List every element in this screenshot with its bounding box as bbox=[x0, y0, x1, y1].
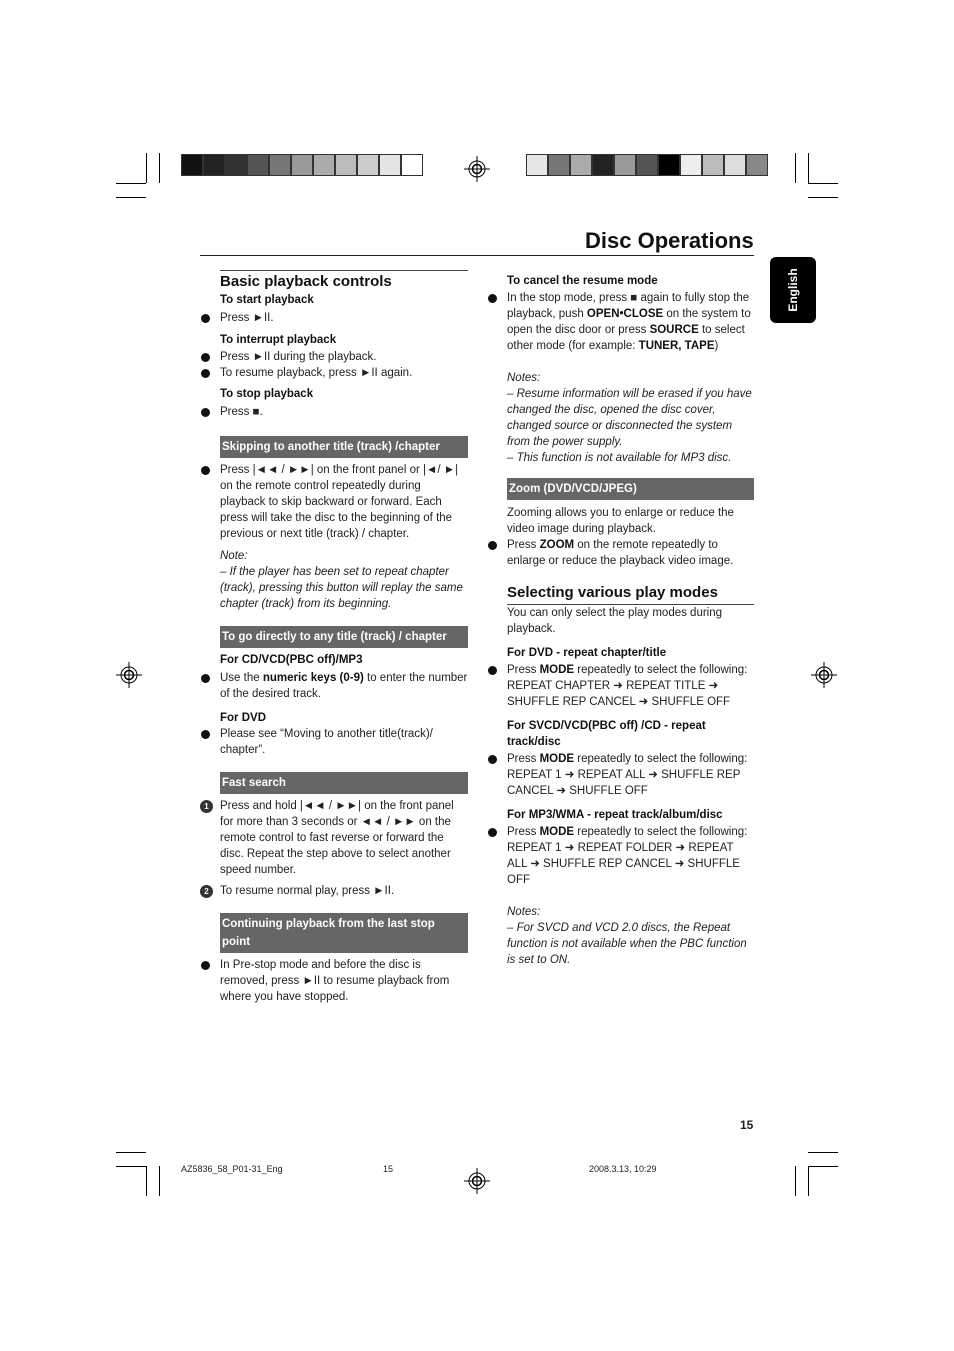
list-item bbox=[507, 824, 754, 888]
text-span: Press bbox=[507, 539, 540, 551]
list-item-text: Press ■. bbox=[220, 406, 263, 418]
step-number-icon: 2 bbox=[200, 885, 213, 898]
list-item bbox=[507, 537, 754, 569]
text-span: Use the bbox=[220, 672, 263, 684]
section-bar-zoom: Zoom (DVD/VCD/JPEG) bbox=[507, 478, 754, 500]
text-span: Press bbox=[507, 753, 540, 765]
section-heading-basic: Basic playback controls bbox=[220, 270, 468, 290]
subheading-stop: To stop playback bbox=[220, 388, 314, 400]
list-item bbox=[220, 365, 468, 381]
crop-mark bbox=[808, 153, 809, 183]
text-span: repeatedly to select the following: REPEAT 1 ➜ REPEAT FOLDER ➜ REPEAT ALL ➜ SHUFFLE REP CANCEL ➜ SHUFFLE OFF bbox=[507, 826, 748, 886]
crop-mark bbox=[808, 1152, 838, 1153]
bullet-icon bbox=[488, 828, 497, 837]
list-item bbox=[220, 670, 468, 702]
crop-mark bbox=[159, 153, 160, 183]
list-item bbox=[507, 290, 754, 354]
color-swatch bbox=[357, 154, 379, 176]
list-item bbox=[507, 751, 754, 799]
note-label: Notes: bbox=[507, 906, 541, 918]
color-swatch bbox=[658, 154, 680, 176]
bullet-icon bbox=[201, 730, 210, 739]
color-swatch bbox=[203, 154, 225, 176]
title-rule bbox=[200, 255, 754, 256]
list-item-text: Press and hold |◄◄ / ►►| on the front panel for more than 3 seconds or ◄◄ / ►► on the remote control to fast reverse or forward the disc. Repeat the step above to select another speed number. bbox=[220, 800, 454, 876]
list-item-text: Press ►II during the playback. bbox=[220, 351, 377, 363]
color-swatch bbox=[724, 154, 746, 176]
key-name: OPEN•CLOSE bbox=[586, 308, 664, 320]
language-tab-label: English bbox=[786, 268, 800, 312]
key-name: numeric keys (0-9) bbox=[262, 672, 364, 684]
crop-mark bbox=[808, 1166, 809, 1196]
subheading-cancel: To cancel the resume mode bbox=[507, 275, 658, 287]
right-column bbox=[507, 273, 754, 968]
key-name: SOURCE bbox=[649, 324, 699, 336]
left-column bbox=[204, 270, 468, 1005]
key-name: MODE bbox=[539, 664, 575, 676]
note-text: – If the player has been set to repeat chapter (track), pressing this button will replay the same chapter (track) from its beginning. bbox=[220, 566, 463, 610]
list-item-text: To resume playback, press ►II again. bbox=[220, 367, 413, 379]
zoom-intro: Zooming allows you to enlarge or reduce the video image during playback. bbox=[507, 507, 734, 535]
section-heading-modes: Selecting various play modes bbox=[507, 585, 754, 605]
crop-mark bbox=[808, 183, 838, 184]
text-span: repeatedly to select the following: REPEAT CHAPTER ➜ REPEAT TITLE ➜ SHUFFLE REP CANCEL ➜ SHUFFLE OFF bbox=[507, 664, 748, 708]
section-bar-direct: To go directly to any title (track) / chapter bbox=[220, 626, 468, 648]
page-title: Disc Operations bbox=[585, 228, 754, 253]
crop-mark bbox=[808, 1166, 838, 1167]
key-name: MODE bbox=[539, 826, 575, 838]
color-swatch bbox=[269, 154, 291, 176]
color-swatch bbox=[614, 154, 636, 176]
color-swatch bbox=[680, 154, 702, 176]
bullet-icon bbox=[201, 408, 210, 417]
footer-date: 2008.3.13, 10:29 bbox=[589, 1164, 657, 1174]
crop-mark bbox=[795, 153, 796, 183]
color-swatch bbox=[291, 154, 313, 176]
footer-file: AZ5836_58_P01-31_Eng bbox=[181, 1164, 283, 1174]
bullet-icon bbox=[201, 961, 210, 970]
section-bar-skip: Skipping to another title (track) /chapter bbox=[220, 436, 468, 458]
bullet-icon bbox=[201, 674, 210, 683]
color-swatch bbox=[335, 154, 357, 176]
section-bar-fast: Fast search bbox=[220, 772, 468, 794]
key-name: ZOOM bbox=[539, 539, 575, 551]
list-item bbox=[220, 462, 468, 542]
crop-mark bbox=[795, 1166, 796, 1196]
bullet-icon bbox=[488, 294, 497, 303]
footer-page: 15 bbox=[383, 1164, 394, 1174]
bullet-icon bbox=[488, 666, 497, 675]
color-swatch bbox=[746, 154, 768, 176]
list-item-text: Press |◄◄ / ►►| on the front panel or |◄/ ►| on the remote control repeatedly during playback to skip backward or forward. Each press will take the disc to the beginning of the previous or next title (track) / chapter. bbox=[220, 464, 459, 540]
list-item bbox=[204, 883, 468, 899]
note-text: – This function is not available for MP3 disc. bbox=[507, 452, 732, 464]
color-swatch bbox=[225, 154, 247, 176]
text-span: to select other mode (for example: bbox=[507, 324, 745, 352]
calibration-bar-left bbox=[181, 154, 423, 176]
text-span: In the stop mode, press ■ again to fully stop the playback, push bbox=[507, 292, 750, 320]
note-text: – For SVCD and VCD 2.0 discs, the Repeat function is not available when the PBC function is set to ON. bbox=[507, 922, 747, 966]
crop-mark bbox=[159, 1166, 160, 1196]
list-item bbox=[220, 349, 468, 365]
color-swatch bbox=[636, 154, 658, 176]
list-item bbox=[220, 957, 468, 1005]
subheading-dvd-modes: For DVD - repeat chapter/title bbox=[507, 647, 667, 659]
text-span: to enter the number of the desired track. bbox=[220, 672, 468, 700]
subheading-start: To start playback bbox=[220, 294, 314, 306]
bullet-icon bbox=[201, 314, 210, 323]
bullet-icon bbox=[201, 353, 210, 362]
key-name: TUNER, TAPE bbox=[638, 340, 715, 352]
list-item-text: To resume normal play, press ►II. bbox=[220, 885, 395, 897]
crop-mark bbox=[116, 1152, 146, 1153]
subheading-svcd-modes: For SVCD/VCD(PBC off) /CD - repeat track/disc bbox=[507, 720, 706, 748]
subheading-cd: For CD/VCD(PBC off)/MP3 bbox=[220, 654, 363, 666]
bullet-icon bbox=[201, 466, 210, 475]
note-label: Note: bbox=[220, 550, 248, 562]
list-item bbox=[220, 310, 468, 326]
text-span: repeatedly to select the following: REPEAT 1 ➜ REPEAT ALL ➜ SHUFFLE REP CANCEL ➜ SHUFFLE OFF bbox=[507, 753, 748, 797]
text-span: ) bbox=[714, 340, 719, 352]
color-swatch bbox=[526, 154, 548, 176]
step-number-icon: 1 bbox=[200, 800, 213, 813]
color-swatch bbox=[181, 154, 203, 176]
modes-intro: You can only select the play modes during playback. bbox=[507, 607, 723, 635]
subheading-mp3-modes: For MP3/WMA - repeat track/album/disc bbox=[507, 809, 723, 821]
color-swatch bbox=[313, 154, 335, 176]
crop-mark bbox=[146, 153, 147, 183]
crop-mark bbox=[116, 197, 146, 198]
note-text: – Resume information will be erased if you have changed the disc, opened the disc cover, changed source or disconnected the system from the power supply. bbox=[507, 388, 752, 448]
color-swatch bbox=[570, 154, 592, 176]
list-item-text: In Pre-stop mode and before the disc is removed, press ►II to resume playback from where you have stopped. bbox=[220, 959, 450, 1003]
color-swatch bbox=[592, 154, 614, 176]
registration-mark-icon bbox=[464, 1168, 490, 1194]
text-span: on the remote repeatedly to enlarge or reduce the playback video image. bbox=[507, 539, 734, 567]
page-number: 15 bbox=[740, 1118, 754, 1132]
list-item bbox=[220, 726, 468, 758]
crop-mark bbox=[808, 197, 838, 198]
subheading-interrupt: To interrupt playback bbox=[220, 334, 337, 346]
color-swatch bbox=[379, 154, 401, 176]
registration-mark-icon bbox=[116, 662, 142, 688]
color-swatch bbox=[548, 154, 570, 176]
subheading-dvd: For DVD bbox=[220, 712, 266, 724]
text-span: Press bbox=[507, 664, 540, 676]
text-span: Press bbox=[507, 826, 540, 838]
list-item-text: Please see “Moving to another title(track)/ chapter”. bbox=[220, 728, 433, 756]
color-swatch bbox=[247, 154, 269, 176]
list-item bbox=[204, 798, 468, 878]
bullet-icon bbox=[488, 541, 497, 550]
text-span: on the system to open the disc door or press bbox=[507, 308, 751, 336]
bullet-icon bbox=[201, 369, 210, 378]
crop-mark bbox=[116, 183, 146, 184]
note-label: Notes: bbox=[507, 372, 541, 384]
registration-mark-icon bbox=[811, 662, 837, 688]
section-bar-continue: Continuing playback from the last stop point bbox=[220, 913, 468, 953]
color-swatch bbox=[702, 154, 724, 176]
crop-mark bbox=[116, 1166, 146, 1167]
bullet-icon bbox=[488, 755, 497, 764]
list-item bbox=[507, 662, 754, 710]
color-swatch bbox=[401, 154, 423, 176]
registration-mark-icon bbox=[464, 156, 490, 182]
crop-mark bbox=[146, 1166, 147, 1196]
list-item-text: Press ►II. bbox=[220, 312, 274, 324]
list-item bbox=[220, 404, 468, 420]
language-tab bbox=[770, 257, 816, 323]
calibration-bar-right bbox=[526, 154, 768, 176]
key-name: MODE bbox=[539, 753, 575, 765]
